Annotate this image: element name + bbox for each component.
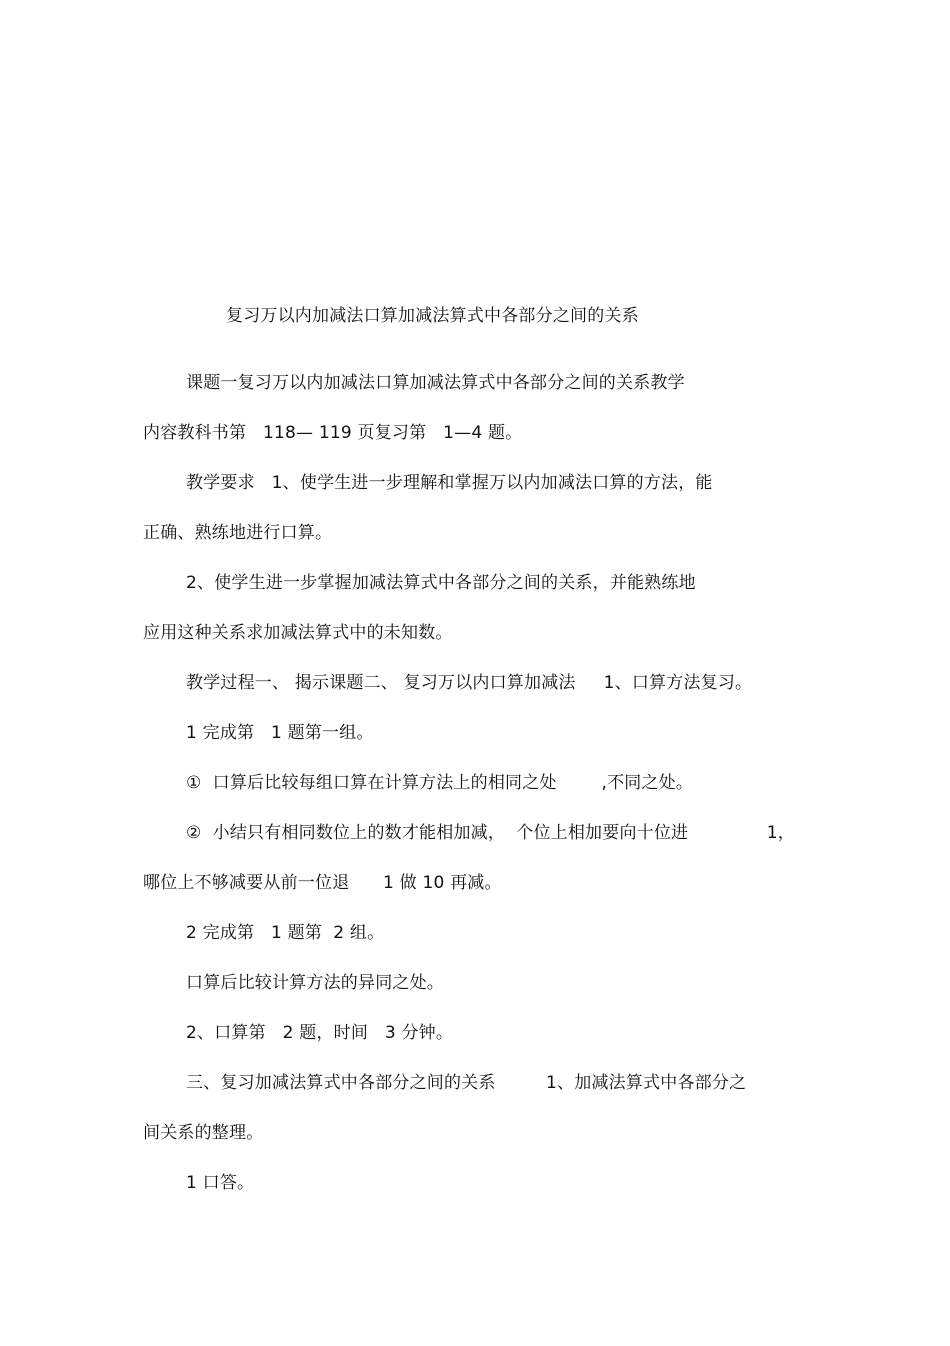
paragraph-line: 口算后比较计算方法的异同之处。 [186,973,444,993]
paragraph-line: ② 小结只有相同数位上的数才能相加减， 个位上相加要向十位进 1， [186,823,795,843]
paragraph-line: 间关系的整理。 [143,1123,264,1143]
paragraph-line: 1 完成第 1 题第一组。 [186,723,374,743]
paragraph-line: 教学过程一、 揭示课题二、 复习万以内口算加减法 1、口算方法复习。 [186,673,753,693]
paragraph-line: 2、口算第 2 题，时间 3 分钟。 [186,1023,454,1043]
paragraph-line: 课题一复习万以内加减法口算加减法算式中各部分之间的关系教学 [186,373,685,393]
paragraph-line: 正确、熟练地进行口算。 [143,523,333,543]
paragraph-line: 应用这种关系求加减法算式中的未知数。 [143,623,453,643]
paragraph-line: ① 口算后比较每组口算在计算方法上的相同之处 ,不同之处。 [186,773,694,793]
paragraph-line: 2、使学生进一步掌握加减法算式中各部分之间的关系，并能熟练地 [186,573,696,593]
paragraph-line: 三、复习加减法算式中各部分之间的关系 1、加减法算式中各部分之 [186,1073,747,1093]
paragraph-line: 教学要求 1、使学生进一步理解和掌握万以内加减法口算的方法，能 [186,473,713,493]
paragraph-line: 2 完成第 1 题第 2 组。 [186,923,385,943]
document-title: 复习万以内加减法口算加减法算式中各部分之间的关系 [226,306,639,326]
paragraph-line: 内容教科书第 118— 119 页复习第 1—4 题。 [143,423,523,443]
paragraph-line: 哪位上不够减要从前一位退 1 做 10 再减。 [143,873,502,893]
paragraph-line: 1 口答。 [186,1173,255,1193]
